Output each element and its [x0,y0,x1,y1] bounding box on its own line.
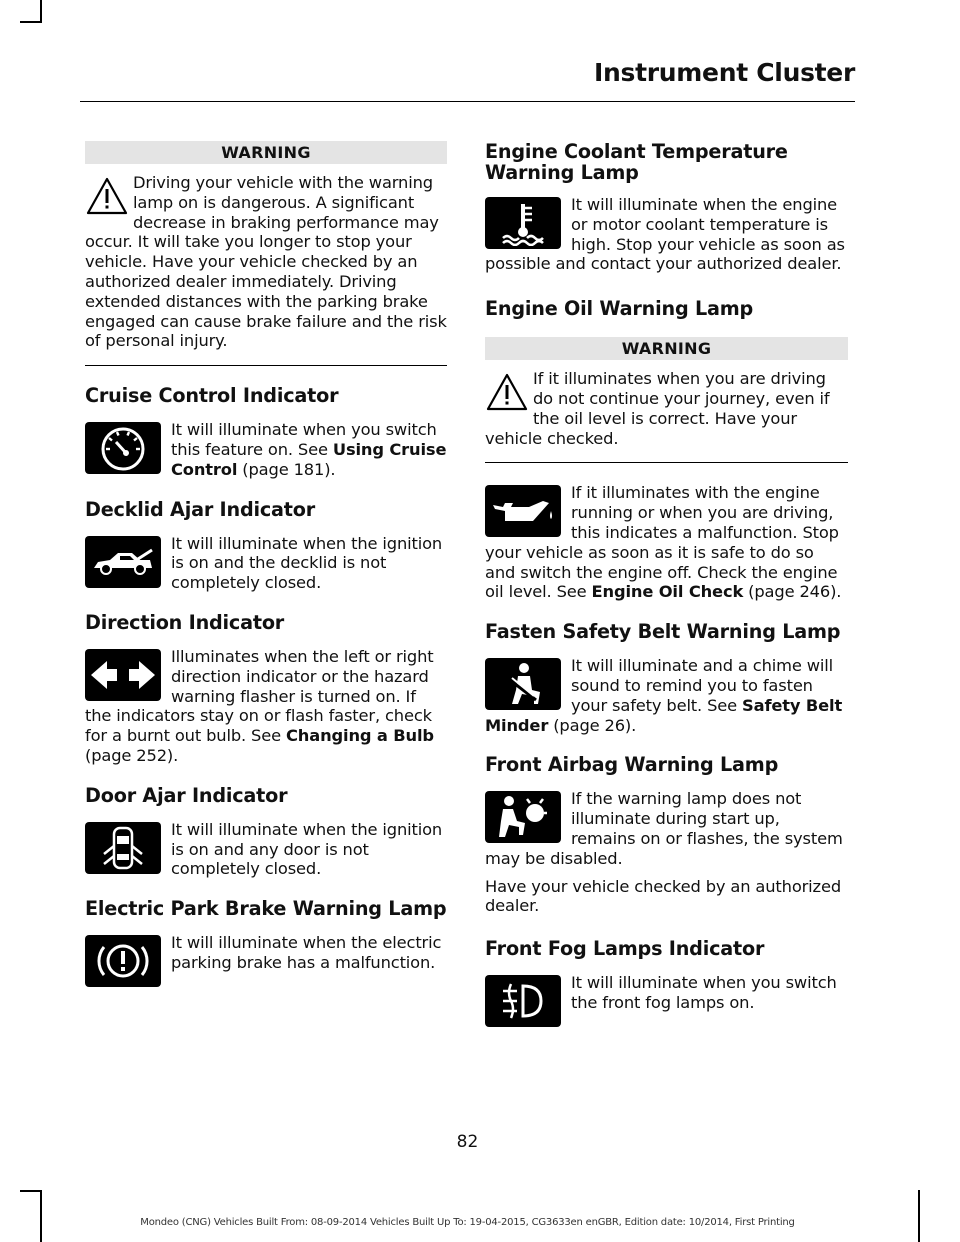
airbag-text: If the warning lamp does not illuminate during start up, remains on or flashes, the system may be disabled. [485,789,843,868]
cruise-text: It will illuminate when you switch this feature on. See [171,420,437,459]
belt-entry [485,656,848,735]
title-divider [80,101,855,102]
decklid-heading: Decklid Ajar Indicator [85,497,316,521]
coolant-thermometer-icon [485,197,561,249]
decklid-entry [85,534,447,593]
page-footer: Mondeo (CNG) Vehicles Built From: 08-09-2014 Vehicles Built Up To: 19-04-2015, CG3633en enGBR, Edition date: 10/2014, First Printing [140,1217,795,1228]
belt-text: It will illuminate and a chime will sound to remind you to fasten your safety belt. See [571,656,834,715]
door-entry [85,820,447,879]
cruise-link[interactable]: Using Cruise Control [171,439,447,479]
warning-header: WARNING [485,337,848,360]
warning-header: WARNING [85,141,447,164]
door-heading: Door Ajar Indicator [85,783,288,807]
oil-page-ref: (page 246). [743,582,842,602]
coolant-heading: Engine Coolant Temperature Warning Lamp [485,140,788,184]
direction-heading: Direction Indicator [85,610,285,634]
oil-text: If it illuminates with the engine running or when you are driving, this indicates a malfunction. Stop your vehicle as soon as it is safe to do so and switch the engine off. Check the engine oil level. See [485,483,839,602]
direction-page-ref: (page 252). [85,745,179,765]
cruise-page-ref: (page 181). [237,459,336,479]
door-text: It will illuminate when the ignition is on and any door is not completely closed. [171,819,443,879]
page-number: 82 [456,1132,479,1152]
decklid-text: It will illuminate when the ignition is on and the decklid is not completely closed. [171,533,443,593]
airbag-entry [485,789,848,868]
speedometer-icon [85,422,161,474]
warning-triangle-icon [85,176,129,216]
brake-warning-box [85,141,447,366]
coolant-entry [485,195,848,274]
oil-heading: Engine Oil Warning Lamp [485,297,754,321]
cruise-heading: Cruise Control Indicator [85,384,339,408]
cruise-entry [85,420,447,479]
coolant-text: It will illuminate when the engine or motor coolant temperature is high. Stop your vehicle as soon as possible and contact your authorized dealer. [485,195,845,274]
warning-text: Driving your vehicle with the warning lamp on is dangerous. A significant decrease in braking performance may occur. It will take you longer to stop your vehicle. Have your vehicle checked by an authorized dealer immediately. Driving extended distances with the parking brake engaged can cause brake failure and the risk of personal injury. [85,173,447,351]
direction-entry [85,647,447,766]
warning-divider [85,365,447,366]
fog-text: It will illuminate when you switch the front fog lamps on. [571,973,837,1012]
crop-mark [20,21,42,23]
car-decklid-open-icon [85,536,161,588]
belt-page-ref: (page 26). [548,715,637,735]
epb-heading: Electric Park Brake Warning Lamp [85,897,447,921]
airbag-icon [485,791,561,843]
direction-arrows-icon [85,649,161,701]
airbag-heading: Front Airbag Warning Lamp [485,753,779,777]
crop-mark [40,1190,42,1242]
page-title: Instrument Cluster [594,58,855,87]
direction-text: Illuminates when the left or right direction indicator or the hazard warning flasher is turned on. If the indicators stay on or flash faster, check for a burnt out bulb. See [85,646,434,746]
right-column [485,141,848,1029]
direction-link[interactable]: Changing a Bulb [286,726,434,746]
car-door-open-icon [85,822,161,874]
oil-warning-box [485,337,848,463]
belt-link[interactable]: Safety Belt Minder [485,695,843,735]
crop-mark [40,0,42,22]
epb-text: It will illuminate when the electric parking brake has a malfunction. [171,933,442,972]
belt-heading: Fasten Safety Belt Warning Lamp [485,620,841,644]
oil-can-icon [485,485,561,537]
oil-link[interactable]: Engine Oil Check [591,582,744,602]
epb-entry [85,933,447,989]
warning-divider [485,462,848,463]
airbag-text-2: Have your vehicle checked by an authorized dealer. [485,876,841,916]
fog-entry [485,973,848,1029]
fog-heading: Front Fog Lamps Indicator [485,937,765,961]
front-fog-lamp-icon [485,975,561,1027]
warning-triangle-icon [485,372,529,412]
oil-entry [485,483,848,602]
brake-exclamation-icon [85,935,161,987]
crop-mark [918,1190,920,1242]
seatbelt-icon [485,658,561,710]
crop-mark [20,1190,42,1192]
oil-warning-text: If it illuminates when you are driving do not continue your journey, even if the oil level is correct. Have your vehicle checked. [485,369,830,448]
left-column [85,141,447,989]
